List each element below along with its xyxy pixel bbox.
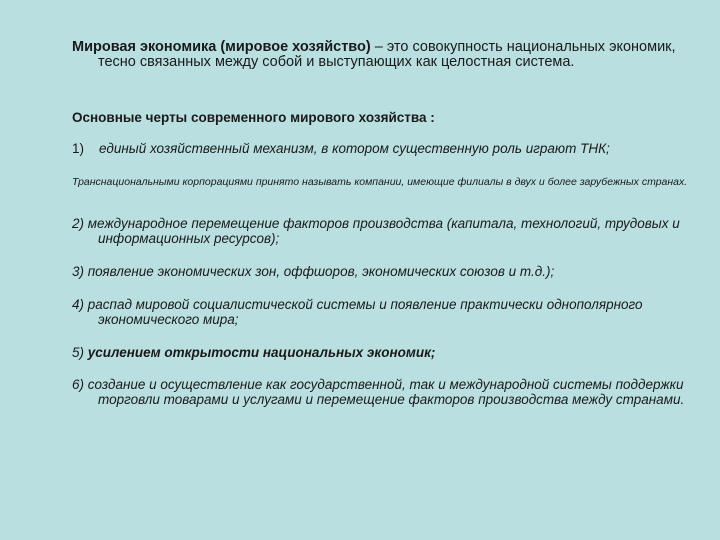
feature-item-2: 2) международное перемещение факторов производства (капитала, технологий, трудовых и информационных ресурсов);: [72, 216, 680, 246]
definition-paragraph: [72, 40, 698, 70]
feature-item-4: 4) распад мировой социалистической системы и появление практически однополярного экономического мира;: [72, 297, 643, 327]
feature-item-6: 6) создание и осуществление как государственной, так и международной системы поддержки торговли товарами и услугами и перемещение факторов производства между странами.: [72, 377, 685, 407]
feature-item-3: 3) появление экономических зон, оффшоров, экономических союзов и т.д.);: [72, 264, 555, 279]
feature-item-5-prefix: 5): [72, 345, 88, 360]
definition-term: Мировая экономика (мировое хозяйство): [72, 39, 371, 55]
feature-item-1-text: единый хозяйственный механизм, в котором существенную роль играют ТНК;: [99, 141, 610, 156]
feature-item-5-text: усилением открытости национальных экономик;: [87, 345, 436, 360]
tnc-definition-note: Транснациональными корпорациями принято называть компании, имеющие филиалы в двух и более зарубежных странах.: [72, 176, 688, 188]
features-heading: Основные черты современного мирового хозяйства :: [72, 110, 435, 125]
feature-item-1-number: 1): [72, 141, 85, 156]
definition-text: – это совокупность национальных экономик, тесно связанных между собой и выступающих как целостная система.: [98, 39, 676, 70]
feature-item-1: [72, 141, 672, 157]
feature-item-5: [72, 345, 698, 360]
